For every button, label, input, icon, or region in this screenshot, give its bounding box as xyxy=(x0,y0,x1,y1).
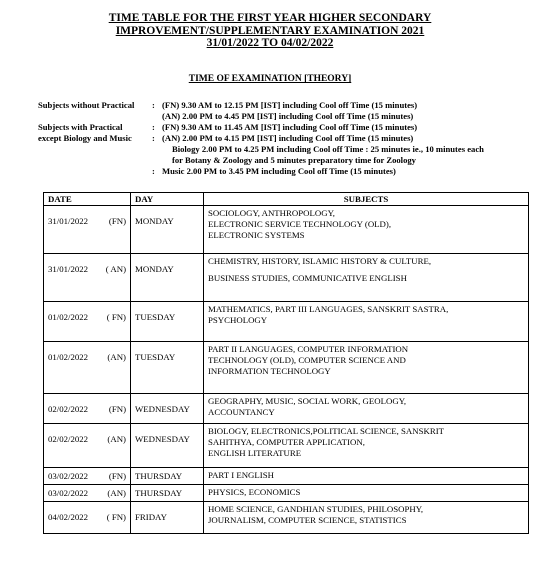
subjects-cell xyxy=(204,254,529,302)
timing-label xyxy=(38,144,152,155)
date-cell xyxy=(44,394,131,424)
date-cell xyxy=(44,302,131,342)
document-title xyxy=(0,12,540,50)
exam-day: MONDAY xyxy=(135,264,174,274)
timing-text: (FN) 9.30 AM to 11.45 AM [IST] including Cool off Time (15 minutes) xyxy=(162,122,418,132)
table-row xyxy=(44,468,529,485)
date-cell xyxy=(44,485,131,502)
timing-text: for Botany & Zoology and 5 minutes preparatory time for Zoology xyxy=(172,155,416,165)
date-cell xyxy=(44,502,131,534)
exam-session: (AN) xyxy=(107,434,126,444)
exam-date: 02/02/2022 xyxy=(48,434,89,444)
subject-line: SAHITHYA, COMPUTER APPLICATION, xyxy=(208,437,365,447)
exam-day: FRIDAY xyxy=(135,512,167,522)
day-cell xyxy=(131,342,204,394)
timing-row xyxy=(38,155,538,166)
timing-text: Music 2.00 PM to 3.45 PM including Cool off Time (15 minutes) xyxy=(162,166,396,176)
timing-colon xyxy=(152,155,162,166)
table-row xyxy=(44,206,529,254)
subject-line: ELECTRONIC SERVICE TECHNOLOGY (OLD), xyxy=(208,219,392,229)
subject-line: CHEMISTRY, HISTORY, ISLAMIC HISTORY & CULTURE, xyxy=(208,256,432,266)
timing-colon xyxy=(152,144,162,155)
timing-colon: : xyxy=(152,166,155,176)
table-row xyxy=(44,394,529,424)
timing-label: Subjects with Practical xyxy=(38,122,123,132)
timing-row xyxy=(38,111,538,122)
exam-session: (FN) xyxy=(108,216,126,226)
date-cell xyxy=(44,254,131,302)
exam-session: (FN) xyxy=(108,471,126,481)
subject-line: ENGLISH LITERATURE xyxy=(208,448,302,458)
timing-row xyxy=(38,133,538,144)
timing-label: except Biology and Music xyxy=(38,133,132,143)
exam-date: 02/02/2022 xyxy=(48,404,89,414)
subject-line: BIOLOGY, ELECTRONICS,POLITICAL SCIENCE, SANSKRIT xyxy=(208,426,445,436)
subjects-cell xyxy=(204,394,529,424)
exam-session: ( AN) xyxy=(105,264,126,274)
timing-text: (AN) 2.00 PM to 4.45 PM [IST] including Cool off Time (15 minutes) xyxy=(162,111,414,121)
table-row xyxy=(44,342,529,394)
subjects-cell xyxy=(204,342,529,394)
exam-date: 03/02/2022 xyxy=(48,471,89,481)
day-cell xyxy=(131,485,204,502)
subject-line: PHYSICS, ECONOMICS xyxy=(208,487,301,497)
subject-line: JOURNALISM, COMPUTER SCIENCE, STATISTICS xyxy=(208,515,407,525)
exam-day: TUESDAY xyxy=(135,312,176,322)
day-cell xyxy=(131,424,204,468)
timing-row xyxy=(38,166,538,177)
exam-date: 04/02/2022 xyxy=(48,512,89,522)
subject-line: GEOGRAPHY, MUSIC, SOCIAL WORK, GEOLOGY, xyxy=(208,396,407,406)
subject-line: TECHNOLOGY (OLD), COMPUTER SCIENCE AND xyxy=(208,355,406,365)
date-cell xyxy=(44,468,131,485)
timing-label: Subjects without Practical xyxy=(38,100,135,110)
timing-text: (AN) 2.00 PM to 4.15 PM [IST] including Cool off Time (15 minutes) xyxy=(162,133,414,143)
date-cell xyxy=(44,206,131,254)
day-cell xyxy=(131,468,204,485)
table-row xyxy=(44,485,529,502)
timing-colon: : xyxy=(152,133,155,143)
day-cell xyxy=(131,394,204,424)
exam-date: 01/02/2022 xyxy=(48,352,89,362)
column-header-date: DATE xyxy=(44,193,131,206)
subject-line: ELECTRONIC SYSTEMS xyxy=(208,230,305,240)
subjects-cell xyxy=(204,485,529,502)
timing-label xyxy=(38,166,152,177)
subject-line: PSYCHOLOGY xyxy=(208,315,268,325)
exam-day: WEDNESDAY xyxy=(135,434,190,444)
timing-row xyxy=(38,122,538,133)
timetable xyxy=(43,192,529,534)
day-cell xyxy=(131,206,204,254)
exam-session: ( FN) xyxy=(106,312,126,322)
exam-date: 31/01/2022 xyxy=(48,216,89,226)
exam-day: MONDAY xyxy=(135,216,174,226)
subjects-cell xyxy=(204,424,529,468)
table-row xyxy=(44,254,529,302)
timing-row xyxy=(38,144,538,155)
title-line-2: IMPROVEMENT/SUPPLEMENTARY EXAMINATION 2021 xyxy=(115,24,425,37)
day-cell xyxy=(131,302,204,342)
exam-session: (FN) xyxy=(108,404,126,414)
exam-session: ( FN) xyxy=(106,512,126,522)
timing-text: Biology 2.00 PM to 4.25 PM including Cool off Time : 25 minutes ie., 10 minutes each xyxy=(172,144,484,154)
exam-day: THURSDAY xyxy=(135,471,183,481)
subject-line: HOME SCIENCE, GANDHIAN STUDIES, PHILOSOPHY, xyxy=(208,504,424,514)
subjects-cell xyxy=(204,502,529,534)
exam-date: 31/01/2022 xyxy=(48,264,89,274)
timing-text: (FN) 9.30 AM to 12.15 PM [IST] including Cool off Time (15 minutes) xyxy=(162,100,418,110)
timing-colon xyxy=(152,111,162,122)
exam-day: WEDNESDAY xyxy=(135,404,190,414)
timing-colon: : xyxy=(152,100,155,110)
subject-line: MATHEMATICS, PART III LANGUAGES, SANSKRIT SASTRA, xyxy=(208,304,449,314)
day-cell xyxy=(131,502,204,534)
subjects-cell xyxy=(204,468,529,485)
subject-line: ACCOUNTANCY xyxy=(208,407,275,417)
timing-row xyxy=(38,100,538,111)
day-cell xyxy=(131,254,204,302)
exam-day: THURSDAY xyxy=(135,488,183,498)
exam-session: (AN) xyxy=(107,352,126,362)
column-header-day: DAY xyxy=(131,193,204,206)
subjects-cell xyxy=(204,302,529,342)
title-line-3: 31/01/2022 TO 04/02/2022 xyxy=(206,37,334,49)
exam-date: 03/02/2022 xyxy=(48,488,89,498)
date-cell xyxy=(44,424,131,468)
exam-day: TUESDAY xyxy=(135,352,176,362)
section-title: TIME OF EXAMINATION [THEORY] xyxy=(188,74,352,84)
subject-line: PART II LANGUAGES, COMPUTER INFORMATION xyxy=(208,344,409,354)
table-row xyxy=(44,302,529,342)
date-cell xyxy=(44,342,131,394)
timing-label xyxy=(38,155,152,166)
subjects-cell xyxy=(204,206,529,254)
exam-timing-block xyxy=(38,100,538,177)
subject-line: SOCIOLOGY, ANTHROPOLOGY, xyxy=(208,208,335,218)
exam-date: 01/02/2022 xyxy=(48,312,89,322)
title-line-1: TIME TABLE FOR THE FIRST YEAR HIGHER SECONDARY xyxy=(108,12,432,24)
subject-line: PART I ENGLISH xyxy=(208,470,274,480)
table-header-row xyxy=(44,193,529,206)
column-header-subjects: SUBJECTS xyxy=(204,193,529,206)
timing-colon: : xyxy=(152,122,155,132)
exam-session: (AN) xyxy=(107,488,126,498)
timing-label xyxy=(38,111,152,122)
subject-line: INFORMATION TECHNOLOGY xyxy=(208,366,331,376)
subject-line: BUSINESS STUDIES, COMMUNICATIVE ENGLISH xyxy=(208,273,407,283)
table-row xyxy=(44,502,529,534)
table-row xyxy=(44,424,529,468)
